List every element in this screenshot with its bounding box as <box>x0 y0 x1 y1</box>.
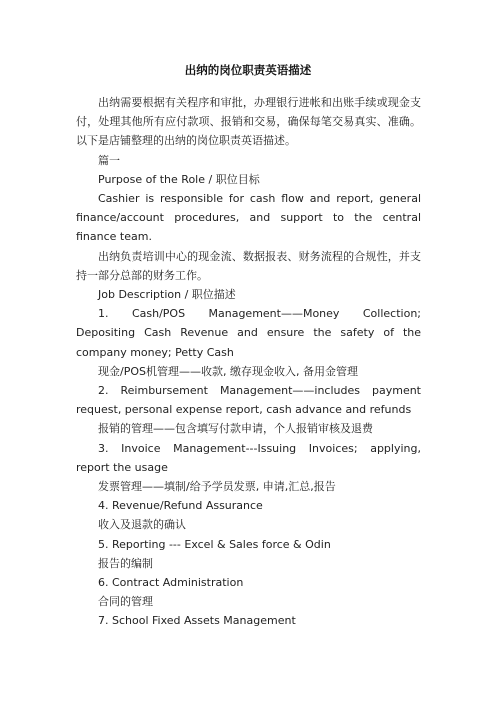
paragraph: 收入及退款的确认 <box>98 518 186 532</box>
document-title: 出纳的岗位职责英语描述 <box>184 63 312 77</box>
paragraph: 7. School Fixed Assets Management <box>98 614 296 628</box>
paragraph: 出纳负责培训中心的现金流、数据报表、财务流程的合规性，并支持一部分总部的财务工作。 <box>76 249 421 282</box>
paragraph: 篇一 <box>98 153 120 167</box>
paragraph: 5. Reporting --- Excel & Sales force & Odin <box>98 537 331 551</box>
paragraph: 合同的管理 <box>98 595 153 609</box>
paragraph: 3. Invoice Management---Issuing Invoices; applying, report the usage <box>76 441 421 474</box>
paragraph: 报告的编制 <box>98 556 153 570</box>
paragraph: Purpose of the Role / 职位目标 <box>98 172 260 186</box>
paragraph: 4. Revenue/Refund Assurance <box>98 499 263 513</box>
paragraph: 现金/POS机管理——收款, 缴存现金收入, 备用金管理 <box>98 364 358 378</box>
paragraph: Cashier is responsible for cash flow and report, general finance/account procedures, and support to the central finance team. <box>76 192 421 244</box>
document-body <box>76 93 421 631</box>
paragraph: 出纳需要根据有关程序和审批，办理银行进帐和出账手续或现金支付，处理其他所有应付款项、报销和交易，确保每笔交易真实、准确。以下是店铺整理的出纳的岗位职责英语描述。 <box>76 96 421 148</box>
paragraph: 报销的管理——包含填写付款申请，个人报销审核及退费 <box>98 422 373 436</box>
paragraph: 发票管理——填制/给予学员发票, 申请,汇总,报告 <box>98 480 336 494</box>
paragraph: 1. Cash/POS Management——Money Collection; Depositing Cash Revenue and ensure the safety of the company money; Petty Cash <box>76 307 421 359</box>
paragraph: 2. Reimbursement Management——includes payment request, personal expense report, cash advance and refunds <box>76 384 421 417</box>
paragraph: 6. Contract Administration <box>98 576 244 590</box>
paragraph: Job Description / 职位描述 <box>98 288 236 302</box>
